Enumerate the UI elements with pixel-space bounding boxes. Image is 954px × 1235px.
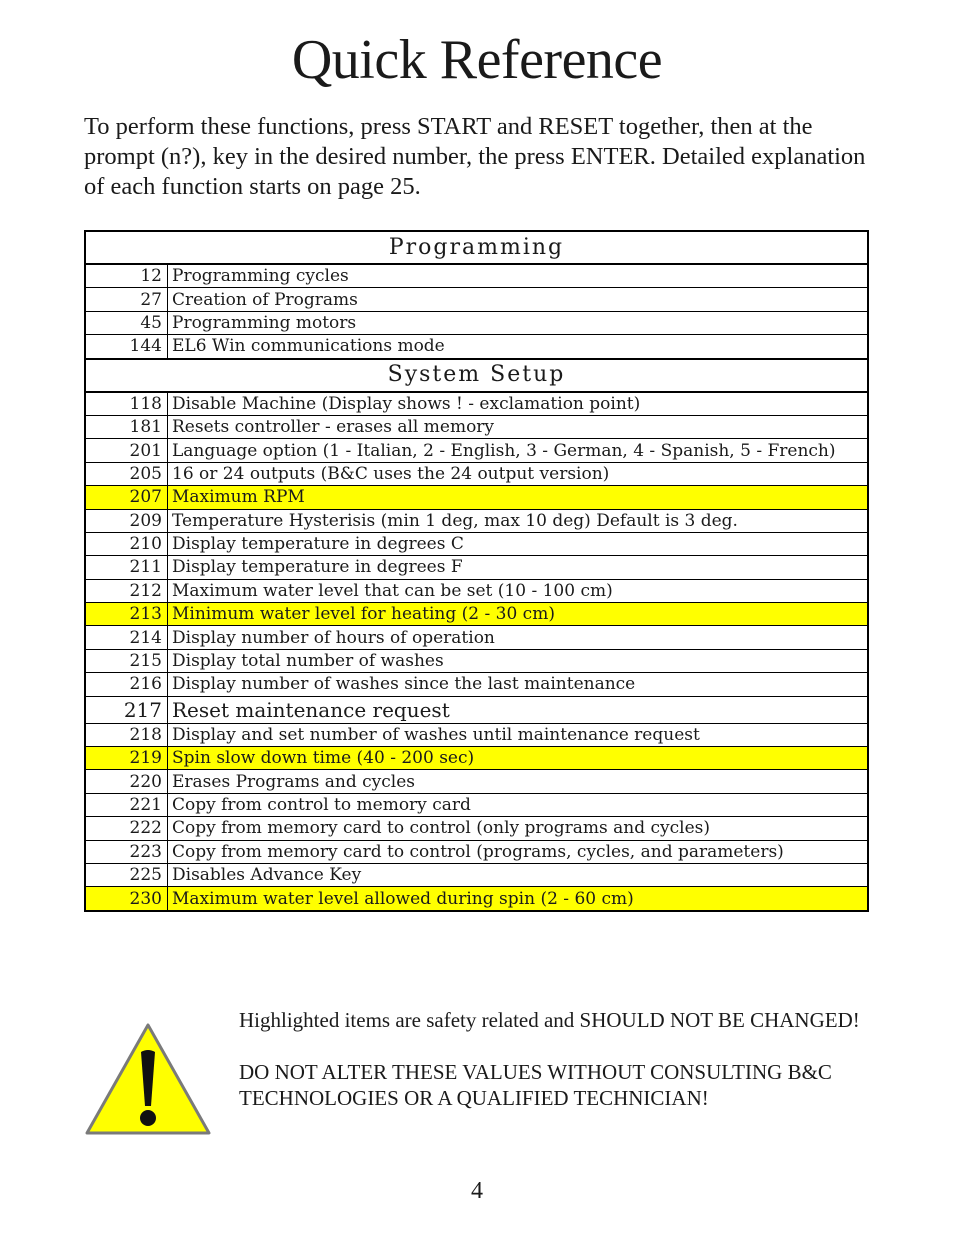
function-description: Erases Programs and cycles	[168, 770, 869, 793]
function-code: 12	[85, 264, 168, 288]
table-row	[85, 840, 868, 863]
table-row	[85, 415, 868, 438]
section-heading: System Setup	[85, 359, 868, 392]
section-heading: Programming	[85, 231, 868, 264]
intro-paragraph: To perform these functions, press START and RESET together, then at the prompt (n?), key in the desired number, the press ENTER. Detailed explanation of each function starts on page 25.	[84, 113, 866, 200]
page-title: Quick Reference	[291, 29, 663, 91]
table-row	[85, 392, 868, 416]
table-row	[85, 696, 868, 723]
function-code: 214	[85, 626, 168, 649]
function-code: 225	[85, 863, 168, 886]
function-code: 207	[85, 486, 168, 509]
table-row	[85, 335, 868, 359]
function-code: 45	[85, 311, 168, 334]
function-code: 144	[85, 335, 168, 359]
table-row	[85, 532, 868, 555]
function-code: 222	[85, 817, 168, 840]
function-code: 215	[85, 649, 168, 672]
function-description: Disable Machine (Display shows ! - exclamation point)	[168, 392, 869, 416]
function-description: Display temperature in degrees F	[168, 556, 869, 579]
table-row	[85, 603, 868, 626]
function-description: Maximum water level allowed during spin (2 - 60 cm)	[168, 887, 869, 911]
warning-exclamation-icon	[84, 1022, 212, 1136]
table-row	[85, 747, 868, 770]
function-description: Maximum water level that can be set (10 - 100 cm)	[168, 579, 869, 602]
safety-notice	[239, 1007, 889, 1137]
table-row	[85, 288, 868, 311]
function-code: 209	[85, 509, 168, 532]
table-row	[85, 462, 868, 485]
table-row	[85, 887, 868, 911]
function-description: Language option (1 - Italian, 2 - English, 3 - German, 4 - Spanish, 5 - French)	[168, 439, 869, 462]
quick-reference-table	[84, 230, 869, 912]
table-row	[85, 486, 868, 509]
table-body	[85, 231, 868, 911]
page-number: 4	[471, 1178, 483, 1204]
section-header-row	[85, 231, 868, 264]
function-description: 16 or 24 outputs (B&C uses the 24 output version)	[168, 462, 869, 485]
table-row	[85, 673, 868, 696]
function-description: Display total number of washes	[168, 649, 869, 672]
function-description: Display and set number of washes until maintenance request	[168, 723, 869, 746]
function-code: 205	[85, 462, 168, 485]
function-description: Display number of hours of operation	[168, 626, 869, 649]
function-description: EL6 Win communications mode	[168, 335, 869, 359]
notice-highlight-text: Highlighted items are safety related and SHOULD NOT BE CHANGED!	[239, 1008, 860, 1032]
function-description: Minimum water level for heating (2 - 30 cm)	[168, 603, 869, 626]
function-code: 223	[85, 840, 168, 863]
function-description: Display temperature in degrees C	[168, 532, 869, 555]
table-row	[85, 649, 868, 672]
section-header-row	[85, 359, 868, 392]
function-description: Disables Advance Key	[168, 863, 869, 886]
function-code: 220	[85, 770, 168, 793]
table-row	[85, 264, 868, 288]
function-description: Resets controller - erases all memory	[168, 415, 869, 438]
table-row	[85, 439, 868, 462]
function-code: 118	[85, 392, 168, 416]
function-code: 213	[85, 603, 168, 626]
table-row	[85, 723, 868, 746]
function-code: 181	[85, 415, 168, 438]
table-row	[85, 863, 868, 886]
function-code: 221	[85, 793, 168, 816]
function-code: 230	[85, 887, 168, 911]
function-description: Spin slow down time (40 - 200 sec)	[168, 747, 869, 770]
function-description: Programming motors	[168, 311, 869, 334]
function-description: Copy from memory card to control (programs, cycles, and parameters)	[168, 840, 869, 863]
function-description: Temperature Hysterisis (min 1 deg, max 10 deg) Default is 3 deg.	[168, 509, 869, 532]
function-description: Reset maintenance request	[168, 696, 869, 723]
function-description: Programming cycles	[168, 264, 869, 288]
table-row	[85, 793, 868, 816]
function-code: 212	[85, 579, 168, 602]
function-code: 211	[85, 556, 168, 579]
table-row	[85, 579, 868, 602]
table-row	[85, 509, 868, 532]
table-row	[85, 626, 868, 649]
notice-warning-text: DO NOT ALTER THESE VALUES WITHOUT CONSULTING B&C TECHNOLOGIES OR A QUALIFIED TECHNICIAN!	[239, 1060, 832, 1110]
table-row	[85, 817, 868, 840]
function-code: 218	[85, 723, 168, 746]
table-row	[85, 311, 868, 334]
function-description: Display number of washes since the last maintenance	[168, 673, 869, 696]
function-description: Copy from memory card to control (only programs and cycles)	[168, 817, 869, 840]
function-description: Copy from control to memory card	[168, 793, 869, 816]
table-row	[85, 556, 868, 579]
table-row	[85, 770, 868, 793]
function-code: 27	[85, 288, 168, 311]
function-code: 216	[85, 673, 168, 696]
function-code: 217	[85, 696, 168, 723]
function-code: 201	[85, 439, 168, 462]
function-code: 219	[85, 747, 168, 770]
function-description: Creation of Programs	[168, 288, 869, 311]
function-code: 210	[85, 532, 168, 555]
function-description: Maximum RPM	[168, 486, 869, 509]
